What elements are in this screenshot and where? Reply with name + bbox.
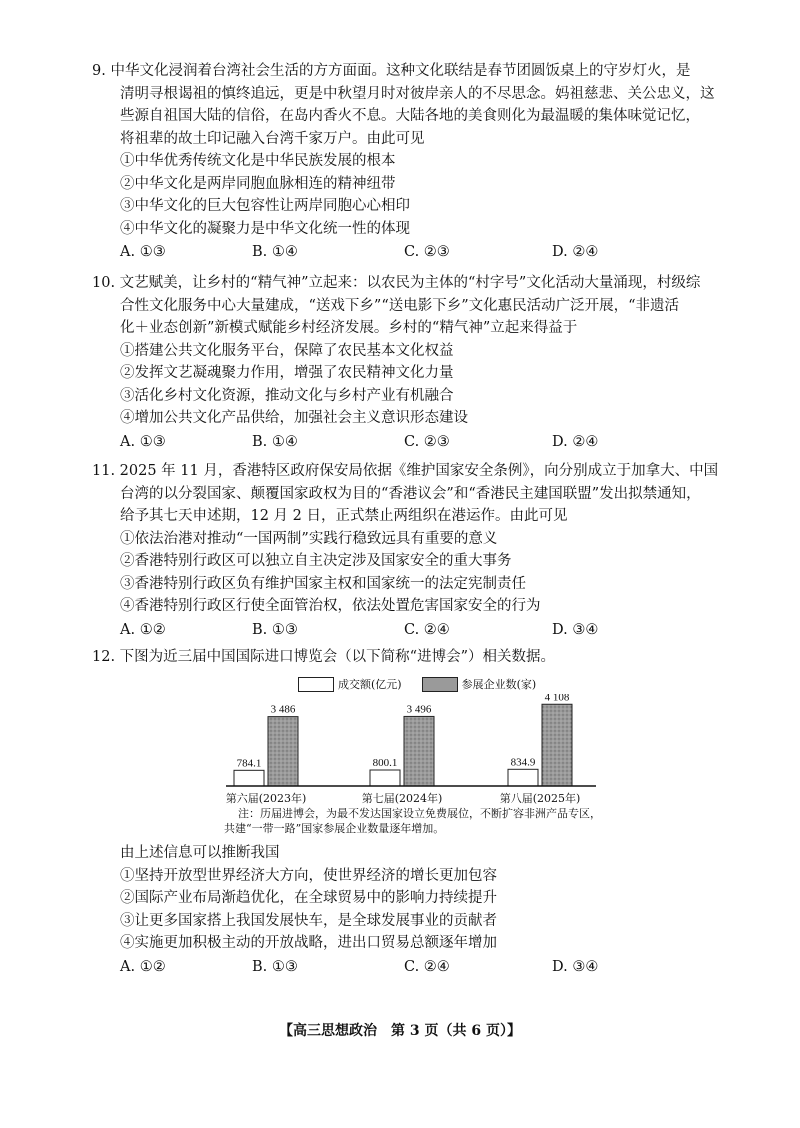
q9-choice-c[interactable]: C. ②③ [404, 244, 450, 260]
q9-choice-d[interactable]: D. ②④ [552, 244, 599, 260]
q10-choice-d[interactable]: D. ②④ [552, 433, 599, 450]
q9-option: ②中华文化是两岸同胞血脉相连的精神纽带 [120, 175, 396, 192]
legend-label-amount: 成交额(亿元) [338, 678, 402, 691]
q10-choice-c[interactable]: C. ②③ [404, 433, 450, 450]
q12-stem-line: 12. 下图为近三届中国国际进口博览会（以下简称“进博会”）相关数据。 [92, 649, 555, 665]
q12-choice-a[interactable]: A. ①② [120, 958, 166, 975]
data-label-exhibitors: 4 108 [544, 694, 570, 704]
category-label: 第六届(2023年) [226, 792, 307, 805]
bar-chart [226, 694, 596, 806]
bar-exhibitors [542, 704, 572, 786]
bar-amount [234, 770, 264, 786]
q10-stem-line: 化＋业态创新”新模式赋能乡村经济发展。乡村的“精气神”立起来得益于 [120, 320, 578, 336]
q11-choice-b[interactable]: B. ①③ [252, 621, 298, 638]
q12-option: ④实施更加积极主动的开放战略，进出口贸易总额逐年增加 [120, 935, 497, 951]
q12-choice-d[interactable]: D. ③④ [552, 958, 599, 975]
q12-choices [104, 955, 704, 979]
chart-note [224, 806, 601, 836]
q9-choice-a[interactable]: A. ①③ [120, 244, 166, 260]
q12-choice-b[interactable]: B. ①③ [252, 958, 298, 975]
q10-choice-b[interactable]: B. ①④ [252, 433, 298, 450]
q10-stem-line: 10. 文艺赋美，让乡村的“精气神”立起来：以农民为主体的“村字号”文化活动大量涌现，村级综 [92, 275, 701, 291]
q9-stem-line: 些源自祖国大陆的信俗，在岛内香火不息。大陆各地的美食则化为最温暖的集体味觉记忆， [120, 108, 700, 124]
chart-legend [298, 676, 536, 692]
bar-amount [370, 770, 400, 786]
q12-option: ②国际产业布局渐趋优化，在全球贸易中的影响力持续提升 [120, 890, 497, 906]
bar-exhibitors [404, 716, 434, 786]
chart-note-line: 共建“一带一路”国家参展企业数量逐年增加。 [224, 822, 445, 835]
question-12-continued [104, 842, 704, 979]
q11-choice-d[interactable]: D. ③④ [552, 621, 599, 638]
category-label: 第八届(2025年) [499, 792, 581, 805]
data-label-amount: 800.1 [372, 756, 398, 769]
question-12 [92, 646, 704, 669]
q11-option: ①依法治港对推动“一国两制”实践行稳致远具有重要的意义 [120, 530, 498, 547]
q9-option: ①中华优秀传统文化是中华民族发展的根本 [120, 153, 396, 169]
q11-choices [104, 618, 704, 642]
q11-stem-line: 给予其七天申述期，12 月 2 日，正式禁止两组织在港运作。由此可见 [120, 508, 568, 524]
question-11 [92, 460, 719, 642]
q9-choices [104, 240, 704, 264]
q9-choice-b[interactable]: B. ①④ [252, 244, 298, 260]
data-label-exhibitors: 3 486 [270, 703, 296, 716]
legend-label-exhibitors: 参展企业数(家) [461, 678, 537, 691]
q10-option: ③活化乡村文化资源，推动文化与乡村产业有机融合 [120, 387, 454, 404]
q12-choice-c[interactable]: C. ②④ [404, 958, 450, 975]
q11-option: ④香港特别行政区行使全面管治权，依法处置危害国家安全的行为 [120, 598, 541, 614]
q11-choice-a[interactable]: A. ①② [120, 621, 166, 638]
data-label-amount: 834.9 [510, 756, 536, 769]
data-label-exhibitors: 3 496 [406, 703, 432, 716]
question-9 [92, 60, 715, 264]
legend-swatch-amount [298, 677, 334, 692]
q9-stem-line: 9. 中华文化浸润着台湾社会生活的方方面面。这种文化联结是春节团圆饭桌上的守岁灯火，是 [92, 63, 691, 79]
q12-after-stem: 由上述信息可以推断我国 [120, 845, 280, 861]
data-label-amount: 784.1 [236, 757, 262, 770]
q11-choice-c[interactable]: C. ②④ [404, 621, 450, 638]
q11-stem-line: 台湾的以分裂国家、颠覆国家政权为目的“香港议会”和“香港民主建国联盟”发出拟禁通知， [120, 485, 701, 502]
q10-option: ①搭建公共文化服务平台，保障了农民基本文化权益 [120, 342, 454, 359]
q12-option: ①坚持开放型世界经济大方向，使世界经济的增长更加包容 [120, 867, 497, 884]
chart-note-line: 注：历届进博会，为最不发达国家设立免费展位，不断扩容非洲产品专区， [238, 807, 601, 820]
q10-choices [104, 430, 704, 454]
q10-choice-a[interactable]: A. ①③ [120, 433, 166, 450]
page-footer: 【高三思想政治 第 3 页（共 6 页）】 [279, 1023, 521, 1039]
q11-option: ②香港特别行政区可以独立自主决定涉及国家安全的重大事务 [120, 553, 512, 569]
bar-exhibitors [268, 717, 298, 786]
q9-option: ③中华文化的巨大包容性让两岸同胞心心相印 [120, 198, 410, 214]
q10-stem-line: 合性文化服务中心大量建成，“送戏下乡”“送电影下乡”文化惠民活动广泛开展，“非遗活 [120, 297, 680, 314]
q11-stem-line: 11. 2025 年 11 月，香港特区政府保安局依据《维护国家安全条例》，向分别成立于加拿大、中国 [92, 463, 719, 479]
bar-amount [508, 769, 538, 786]
q10-option: ②发挥文艺凝魂聚力作用，增强了农民精神文化力量 [120, 365, 454, 381]
q9-stem-line: 将祖辈的故土印记融入台湾千家万户。由此可见 [120, 130, 425, 147]
category-label: 第七届(2024年) [361, 792, 443, 805]
legend-swatch-exhibitors [422, 677, 458, 692]
q9-stem-line: 清明寻根谒祖的慎终追远，更是中秋望月时对彼岸亲人的不尽思念。妈祖慈悲、关公忠义，这 [120, 85, 715, 102]
question-10 [92, 272, 704, 454]
q10-option: ④增加公共文化产品供给，加强社会主义意识形态建设 [120, 410, 468, 426]
q12-option: ③让更多国家搭上我国发展快车，是全球发展事业的贡献者 [120, 912, 497, 929]
q9-option: ④中华文化的凝聚力是中华文化统一性的体现 [120, 220, 410, 237]
q11-option: ③香港特别行政区负有维护国家主权和国家统一的法定宪制责任 [120, 575, 526, 592]
